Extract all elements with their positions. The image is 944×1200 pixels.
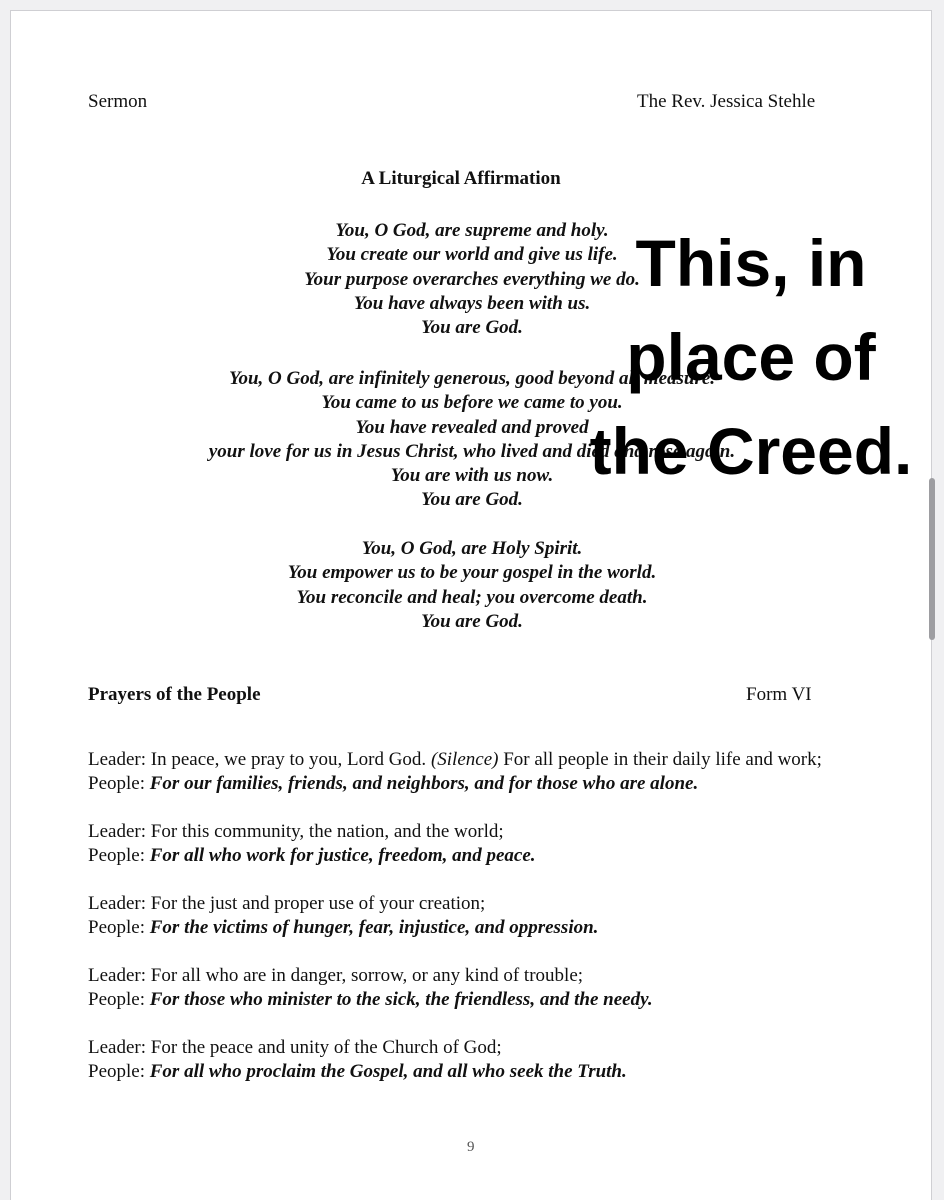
affirmation-line: You reconcile and heal; you overcome death.: [296, 586, 648, 608]
leader-text: For all who are in danger, sorrow, or any kind of trouble;: [150, 965, 584, 986]
affirmation-stanza-3: [11, 537, 933, 634]
silence-note: (Silence): [430, 749, 499, 770]
people-label: People:: [88, 773, 145, 794]
affirmation-line: You have always been with us.: [353, 292, 591, 314]
affirmation-line: You came to us before we came to you.: [321, 392, 623, 414]
scrollbar-thumb[interactable]: [929, 478, 935, 640]
overlay-line: the Creed.: [589, 414, 913, 488]
petition: [88, 964, 822, 1012]
affirmation-line: your love for us in Jesus Christ, who lived and died and rose again.: [208, 440, 736, 462]
affirmation-line: You empower us to be your gospel in the world.: [287, 562, 657, 584]
leader-label: Leader:: [88, 821, 147, 842]
affirmation-line: You are with us now.: [390, 465, 554, 487]
petition: [88, 820, 822, 868]
people-label: People:: [88, 917, 145, 938]
prayers-form: Form VI: [746, 684, 812, 705]
people-response: For our families, friends, and neighbors, and for those who are alone.: [149, 773, 699, 794]
overlay-line: place of: [626, 320, 876, 394]
annotation-overlay: [571, 216, 931, 498]
affirmation-line: You have revealed and proved: [355, 416, 589, 438]
affirmation-title: A Liturgical Affirmation: [361, 168, 561, 189]
leader-text: For the peace and unity of the Church of God;: [150, 1037, 502, 1058]
affirmation-line: You, O God, are infinitely generous, good beyond all measure.: [228, 368, 716, 389]
overlay-line: This, in: [635, 226, 867, 300]
leader-label: Leader:: [88, 965, 147, 986]
page-number: 9: [467, 1139, 475, 1155]
affirmation-line: You create our world and give us life.: [326, 244, 618, 266]
leader-label: Leader:: [88, 749, 147, 770]
leader-text: In peace, we pray to you, Lord God.: [150, 749, 427, 770]
affirmation-line: You are God.: [421, 610, 523, 632]
people-label: People:: [88, 989, 145, 1010]
people-response: For all who proclaim the Gospel, and all who seek the Truth.: [149, 1061, 627, 1082]
affirmation-line: You are God.: [421, 489, 523, 511]
petition: [88, 748, 822, 796]
people-response: For all who work for justice, freedom, and peace.: [149, 845, 536, 866]
leader-text: For all people in their daily life and work;: [503, 749, 822, 770]
leader-text: For the just and proper use of your creation;: [150, 893, 486, 914]
affirmation-line: You, O God, are Holy Spirit.: [361, 538, 583, 559]
affirmation-line: You, O God, are supreme and holy.: [335, 220, 609, 241]
people-label: People:: [88, 1061, 145, 1082]
people-label: People:: [88, 845, 145, 866]
document-page: [10, 10, 932, 1200]
header-left: Sermon: [88, 91, 148, 112]
people-response: For those who minister to the sick, the friendless, and the needy.: [149, 989, 653, 1010]
leader-label: Leader:: [88, 1037, 147, 1058]
people-response: For the victims of hunger, fear, injustice, and oppression.: [149, 917, 599, 938]
petition: [88, 892, 822, 940]
affirmation-line: You are God.: [421, 317, 523, 339]
prayers-title: Prayers of the People: [88, 684, 261, 705]
petition: [88, 1036, 822, 1084]
leader-text: For this community, the nation, and the world;: [150, 821, 504, 842]
leader-label: Leader:: [88, 893, 147, 914]
affirmation-line: Your purpose overarches everything we do.: [304, 268, 640, 290]
header-right: The Rev. Jessica Stehle: [637, 91, 816, 112]
prayers-list: [88, 748, 822, 1108]
